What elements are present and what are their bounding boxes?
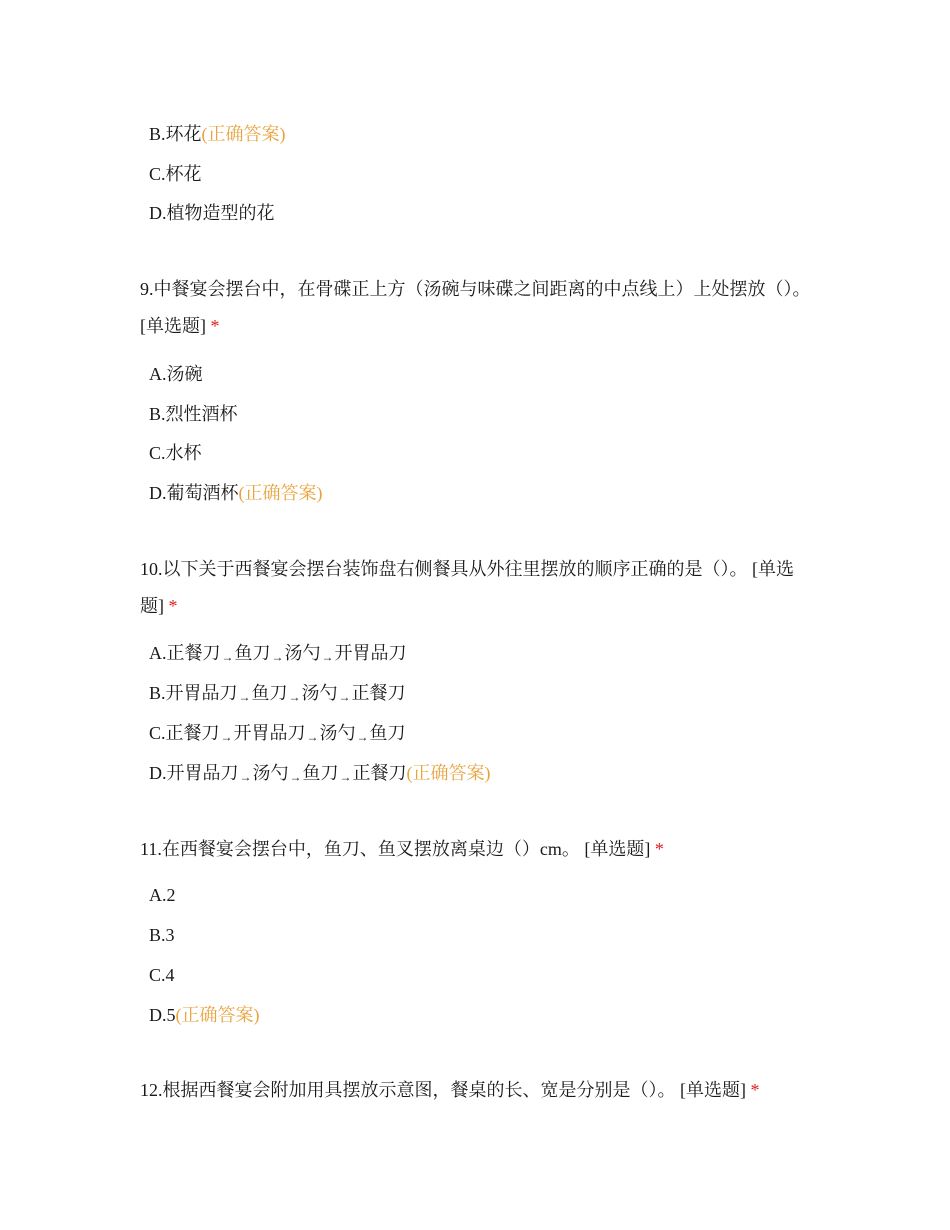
arrow-right-icon: → <box>356 730 369 744</box>
q9-option-c <box>149 441 202 465</box>
q10-option-b-step: 正餐刀 <box>351 683 406 703</box>
q11-option-d-label: D.5 <box>149 1005 176 1025</box>
arrow-right-icon: → <box>221 650 234 664</box>
arrow-right-icon: → <box>339 770 352 784</box>
correct-answer-marker: (正确答案) <box>406 763 491 783</box>
q10-option-c-step: C.正餐刀 <box>149 723 220 743</box>
q10-option-c-step: 开胃品刀 <box>233 723 306 743</box>
q11-option-d <box>149 1003 260 1027</box>
q10-option-a <box>149 641 407 667</box>
q12-text: 12.根据西餐宴会附加用具摆放示意图，餐桌的长、宽是分别是（）。 <box>140 1080 676 1100</box>
required-mark: * <box>168 596 178 616</box>
q11-option-a <box>149 883 176 907</box>
q12-question <box>140 1072 812 1109</box>
q10-option-b-step: 汤勺 <box>301 683 338 703</box>
q9-option-a-label: A.汤碗 <box>149 364 203 384</box>
arrow-right-icon: → <box>289 770 302 784</box>
q11-question <box>140 831 812 868</box>
q8-option-d-label: D.植物造型的花 <box>149 203 275 223</box>
arrow-right-icon: → <box>306 730 319 744</box>
q10-option-b-step: 鱼刀 <box>251 683 288 703</box>
q12-type: [单选题] <box>680 1080 746 1100</box>
q9-option-d <box>149 481 323 505</box>
q10-option-a-step: 鱼刀 <box>234 643 271 663</box>
required-mark: * <box>210 316 220 336</box>
correct-answer-marker: (正确答案) <box>201 124 286 144</box>
q10-option-b-step: B.开胃品刀 <box>149 683 238 703</box>
q9-type: [单选题] <box>140 316 206 336</box>
q10-option-b <box>149 681 406 707</box>
q9-question <box>140 271 812 345</box>
q10-question <box>140 551 812 625</box>
arrow-right-icon: → <box>238 690 251 704</box>
arrow-right-icon: → <box>220 730 233 744</box>
q11-type: [单选题] <box>584 839 651 859</box>
q10-text: 10.以下关于西餐宴会摆台装饰盘右侧餐具从外往里摆放的顺序正确的是（）。 <box>140 559 748 579</box>
q10-option-d-step: 正餐刀 <box>352 763 407 783</box>
q10-option-d-step: D.开胃品刀 <box>149 763 239 783</box>
q9-option-a <box>149 362 203 386</box>
q10-option-a-step: 开胃品刀 <box>334 643 407 663</box>
q8-option-b <box>149 122 286 146</box>
q10-option-c <box>149 721 406 747</box>
q10-option-c-step: 鱼刀 <box>369 723 406 743</box>
correct-answer-marker: (正确答案) <box>238 483 323 503</box>
q8-option-c-label: C.杯花 <box>149 164 202 184</box>
q11-option-c <box>149 963 175 987</box>
required-mark: * <box>654 839 664 859</box>
correct-answer-marker: (正确答案) <box>175 1005 260 1025</box>
q9-option-b-label: B.烈性酒杯 <box>149 404 238 424</box>
q10-option-d <box>149 761 491 787</box>
q9-option-b <box>149 402 238 426</box>
q10-option-d-step: 汤勺 <box>252 763 289 783</box>
q11-option-c-label: C.4 <box>149 965 175 985</box>
q9-option-d-label: D.葡萄酒杯 <box>149 483 239 503</box>
q11-option-a-label: A.2 <box>149 885 176 905</box>
q11-option-b-label: B.3 <box>149 925 175 945</box>
q11-option-b <box>149 923 175 947</box>
q10-option-a-step: 汤勺 <box>284 643 321 663</box>
q8-option-b-label: B.环花 <box>149 124 202 144</box>
q9-option-c-label: C.水杯 <box>149 443 202 463</box>
q10-option-d-step: 鱼刀 <box>302 763 339 783</box>
q10-type: [单选题] <box>140 559 794 616</box>
arrow-right-icon: → <box>338 690 351 704</box>
q9-text: 9.中餐宴会摆台中，在骨碟正上方（汤碗与味碟之间距离的中点线上）上处摆放（）。 <box>140 279 811 299</box>
required-mark: * <box>750 1080 760 1100</box>
arrow-right-icon: → <box>239 770 252 784</box>
q11-text: 11.在西餐宴会摆台中，鱼刀、鱼叉摆放离桌边（）cm。 <box>140 839 580 859</box>
arrow-right-icon: → <box>321 650 334 664</box>
arrow-right-icon: → <box>271 650 284 664</box>
q10-option-a-step: A.正餐刀 <box>149 643 221 663</box>
q8-option-d <box>149 201 275 225</box>
q10-option-c-step: 汤勺 <box>319 723 356 743</box>
q8-option-c <box>149 162 202 186</box>
arrow-right-icon: → <box>288 690 301 704</box>
